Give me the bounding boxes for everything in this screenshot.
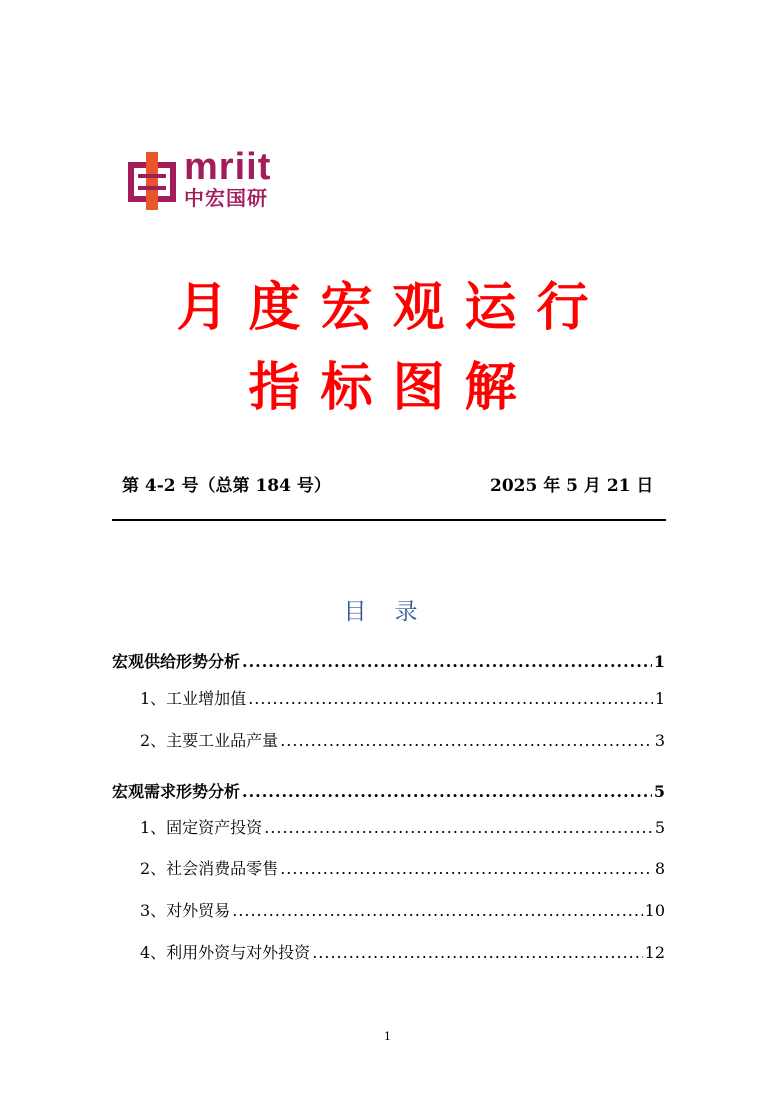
toc-title: 目录 xyxy=(343,599,446,625)
toc-page-number: 5 xyxy=(653,782,665,801)
toc-page-number: 12 xyxy=(644,943,665,962)
toc-page-number: 1 xyxy=(653,652,665,671)
toc-leader xyxy=(242,781,652,803)
toc-page-number: 8 xyxy=(654,859,665,878)
logo xyxy=(126,146,286,214)
toc-leader xyxy=(232,900,642,922)
toc-leader xyxy=(312,942,642,964)
toc-section-label: 宏观供给形势分析 xyxy=(112,652,241,671)
toc-section[interactable] xyxy=(112,651,665,673)
toc-leader xyxy=(248,688,653,710)
logo-text-cn: 中宏国研 xyxy=(184,186,268,210)
toc-page-number: 3 xyxy=(654,731,665,750)
toc-item-label: 1、固定资产投资 xyxy=(140,818,263,837)
toc-leader xyxy=(280,730,653,752)
logo-text-en: mriit xyxy=(184,146,272,188)
header-divider xyxy=(112,519,666,521)
toc-page-number: 10 xyxy=(644,901,665,920)
toc-item-label: 2、社会消费品零售 xyxy=(140,859,279,878)
toc-item-label: 2、主要工业品产量 xyxy=(140,731,279,750)
toc-leader xyxy=(280,858,653,880)
toc-item-label: 4、利用外资与对外投资 xyxy=(140,943,311,962)
toc-item[interactable] xyxy=(140,942,665,964)
report-title-line2: 指标图解 xyxy=(248,358,537,418)
toc-item[interactable] xyxy=(140,900,665,922)
toc-leader xyxy=(242,651,652,673)
toc-section[interactable] xyxy=(112,781,665,803)
report-title-line1: 月度宏观运行 xyxy=(176,278,609,338)
toc-page-number: 5 xyxy=(654,818,665,837)
toc-item[interactable] xyxy=(140,817,665,839)
toc-page-number: 1 xyxy=(654,689,665,708)
logo-mark-icon xyxy=(126,152,178,210)
toc-item-label: 1、工业增加值 xyxy=(140,689,247,708)
toc-item[interactable] xyxy=(140,730,665,752)
toc-section-label: 宏观需求形势分析 xyxy=(112,782,241,801)
toc-item-label: 3、对外贸易 xyxy=(140,901,231,920)
publish-date: 2025 年 5 月 21 日 xyxy=(490,476,654,496)
toc-item[interactable] xyxy=(140,858,665,880)
page-number: 1 xyxy=(384,1030,391,1043)
issue-number: 第 4-2 号（总第 184 号） xyxy=(122,476,331,496)
toc-leader xyxy=(264,817,653,839)
toc-item[interactable] xyxy=(140,688,665,710)
